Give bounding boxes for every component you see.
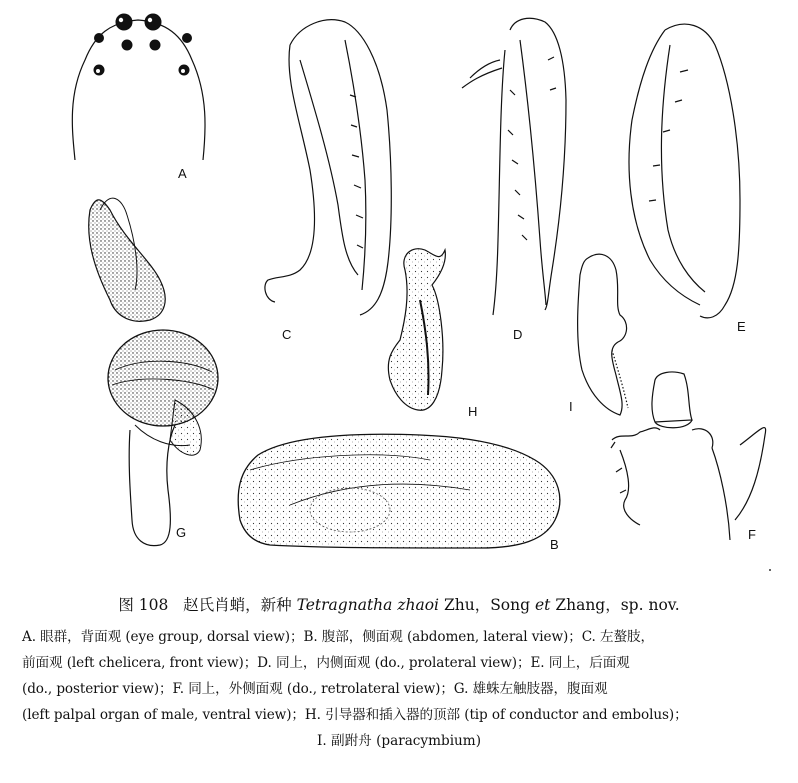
panel-label-g: G bbox=[176, 525, 187, 540]
palpal-organ-drawing bbox=[89, 198, 218, 545]
chelicera-front-drawing bbox=[265, 20, 391, 315]
authors: Zhu，Song bbox=[443, 596, 531, 614]
panel-label-f: F bbox=[748, 527, 756, 542]
caption-line-3: (do., posterior view)；F. 同上，外侧面观 (do., retrolateral view)；G. 雄蛛左触肢器，腹面观 bbox=[22, 681, 608, 697]
abdomen-drawing bbox=[238, 434, 560, 548]
chelicera-posterior-drawing bbox=[629, 24, 740, 318]
caption-line-4: (left palpal organ of male, ventral view)；H. 引导器和插入器的顶部 (tip of conductor and embolus)； bbox=[22, 707, 688, 723]
chelicera-prolateral-drawing bbox=[462, 18, 566, 315]
species-name: Tetragnatha zhaoi bbox=[296, 596, 440, 614]
panel-label-d: D bbox=[513, 327, 523, 342]
panel-label-b: B bbox=[550, 537, 559, 552]
panel-label-a: A bbox=[178, 166, 187, 181]
authors-et: et bbox=[534, 596, 551, 614]
figure-number: 图 108 bbox=[118, 596, 169, 614]
chelicera-retrolateral-drawing bbox=[611, 372, 766, 540]
conductor-embolus-drawing bbox=[388, 249, 445, 411]
caption-line-5: I. 副跗舟 (paracymbium) bbox=[316, 733, 481, 749]
panel-label-i: I bbox=[569, 399, 573, 414]
panel-label-c: C bbox=[282, 327, 292, 342]
chinese-name: 赵氏肖蛸，新种 bbox=[183, 596, 292, 614]
caption-title bbox=[0, 593, 798, 615]
paracymbium-drawing bbox=[578, 254, 628, 415]
authors-end: Zhang，sp. nov. bbox=[555, 596, 680, 614]
caption-line-1: A. 眼群，背面观 (eye group, dorsal view)；B. 腹部，侧面观 (abdomen, lateral view)；C. 左螯肢， bbox=[22, 629, 654, 645]
caption-line-2: 前面观 (left chelicera, front view)；D. 同上，内侧面观 (do., prolateral view)；E. 同上，后面观 bbox=[22, 655, 630, 671]
eyes bbox=[94, 14, 192, 75]
panel-label-h: H bbox=[468, 404, 478, 419]
panel-label-e: E bbox=[737, 319, 746, 334]
